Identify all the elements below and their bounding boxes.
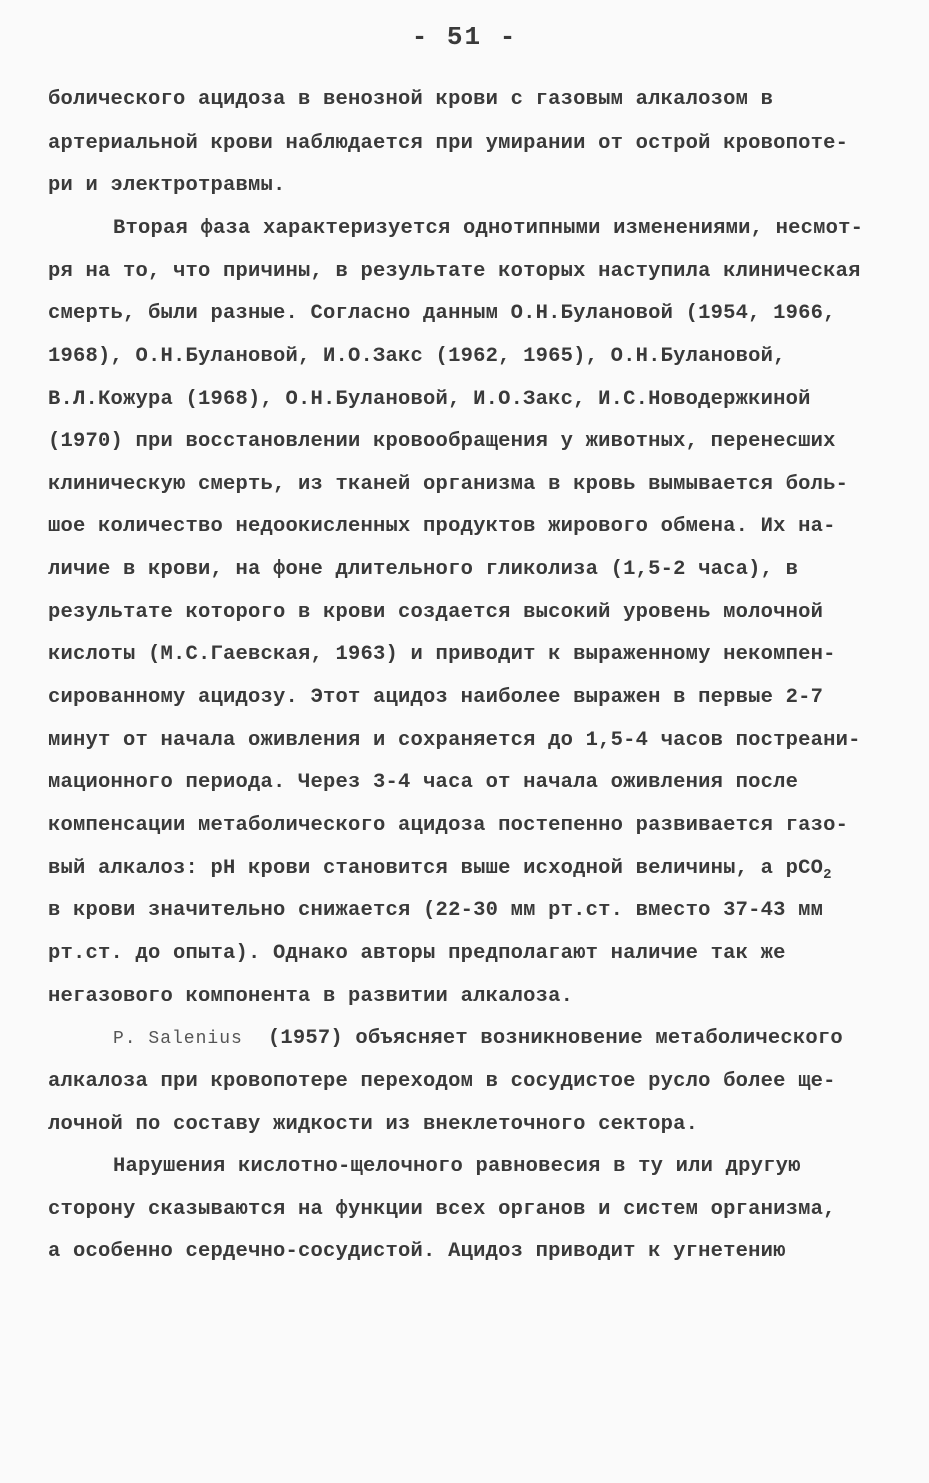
text-line: личие в крови, на фоне длительного гликолиза (1,5-2 часа), в <box>48 558 799 581</box>
text-line: Вторая фаза характеризуется однотипными изменениями, несмот- <box>113 217 864 240</box>
text-line: негазового компонента в развитии алкалоза. <box>48 985 574 1008</box>
text-line: компенсации метаболического ацидоза постепенно развивается газо- <box>48 814 849 837</box>
text-line: лочной по составу жидкости из внеклеточного сектора. <box>48 1113 699 1136</box>
text-line: а особенно сердечно-сосудистой. Ацидоз приводит к угнетению <box>48 1240 786 1263</box>
text-line: мационного периода. Через 3-4 часа от начала оживления после <box>48 771 799 794</box>
author-latin: P. Salenius <box>113 1029 243 1049</box>
text-line: минут от начала оживления и сохраняется до 1,5-4 часов постреани- <box>48 729 861 752</box>
text-line: ря на то, что причины, в результате которых наступила клиническая <box>48 260 861 283</box>
text-line: (1970) при восстановлении кровообращения у животных, перенесших <box>48 430 836 453</box>
text-line: кислоты (М.С.Гаевская, 1963) и приводит к выраженному некомпен- <box>48 643 836 666</box>
text-line: сторону сказываются на функции всех органов и систем организма, <box>48 1198 836 1221</box>
text-line: шое количество недоокисленных продуктов жирового обмена. Их на- <box>48 515 836 538</box>
text-line: смерть, были разные. Согласно данным О.Н.Булановой (1954, 1966, <box>48 302 836 325</box>
text-line: рт.ст. до опыта). Однако авторы предполагают наличие так же <box>48 942 786 965</box>
text-line: 1968), О.Н.Булановой, И.О.Закс (1962, 1965), О.Н.Булановой, <box>48 345 786 368</box>
text-line: артериальной крови наблюдается при умирании от острой кровопоте- <box>48 132 849 155</box>
text-line: результате которого в крови создается высокий уровень молочной <box>48 601 824 624</box>
text-line <box>113 1025 843 1053</box>
subscript-2: 2 <box>823 867 832 883</box>
text-line-content: вый алкалоз: pH крови становится выше исходной величины, а pCO <box>48 857 824 880</box>
text-line: в крови значительно снижается (22-30 мм рт.ст. вместо 37-43 мм <box>48 899 824 922</box>
text-line: сированному ацидозу. Этот ацидоз наиболее выражен в первые 2-7 <box>48 686 824 709</box>
text-line: алкалоза при кровопотере переходом в сосудистое русло более ще- <box>48 1070 836 1093</box>
text-line: ри и электротравмы. <box>48 174 286 197</box>
page-number: - 51 - <box>411 22 518 52</box>
text-line: В.Л.Кожура (1968), О.Н.Булановой, И.О.Закс, И.С.Новодержкиной <box>48 388 811 411</box>
text-line: Нарушения кислотно-щелочного равновесия в ту или другую <box>113 1155 801 1178</box>
text-line: болического ацидоза в венозной крови с газовым алкалозом в <box>48 88 774 111</box>
text-line: клиническую смерть, из тканей организма в кровь вымывается боль- <box>48 473 849 496</box>
text-line-content: (1957) объясняет возникновение метаболического <box>267 1027 843 1050</box>
text-line <box>48 855 832 883</box>
